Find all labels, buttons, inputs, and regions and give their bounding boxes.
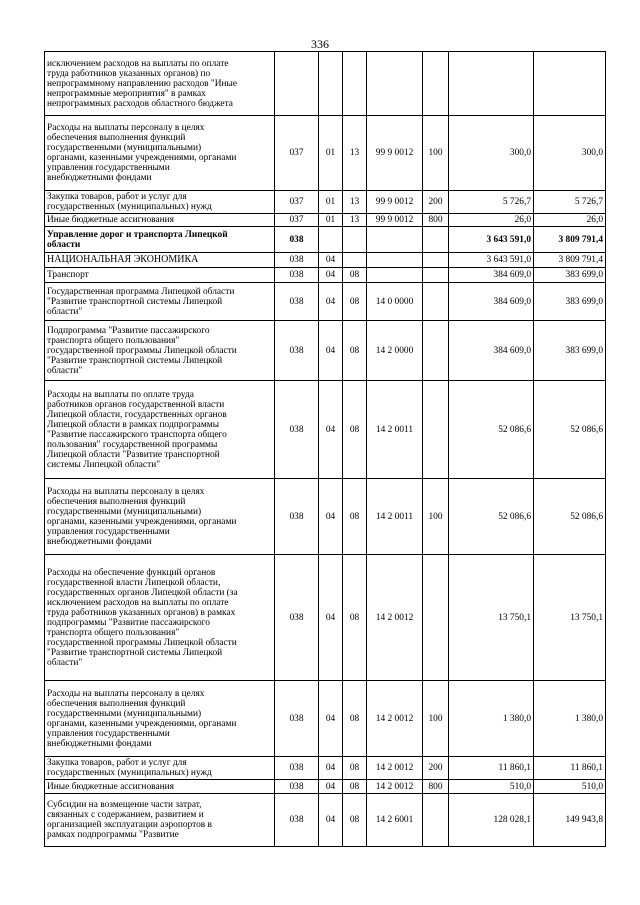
row-name-line: связанных с содержанием, развитием и (47, 810, 204, 820)
row-name-line: труда работников указанных органов) по (47, 68, 211, 79)
row-name-cell (45, 191, 275, 214)
target-article-cell: 99 9 0012 (367, 191, 423, 214)
expense-type-cell (423, 52, 449, 116)
subsection-code-cell: 13 (343, 214, 367, 227)
section-code-cell: 01 (319, 191, 343, 214)
subsection-code-cell: 08 (343, 283, 367, 321)
subsection-code-cell: 08 (343, 681, 367, 757)
expense-type-cell: 100 (423, 116, 449, 191)
row-name-line: организацией эксплуатации аэропортов в (47, 820, 212, 830)
row-name-line: государственными (муниципальными) (47, 506, 202, 517)
section-code-cell: 04 (319, 268, 343, 283)
row-name-cell (45, 321, 275, 381)
amount-year-2-cell: 383 699,0 (534, 321, 606, 381)
row-name-line: Липецкой области, государственных органов (47, 409, 227, 420)
row-name-line: управления государственными (47, 728, 170, 739)
ministry-code-cell: 037 (275, 214, 319, 227)
row-name-line: Государственная программа Липецкой области (47, 286, 235, 297)
amount-year-2-cell: 510,0 (534, 780, 606, 794)
subsection-code-cell: 13 (343, 116, 367, 191)
row-name-line: транспорта общего пользования" (47, 335, 180, 346)
subsection-code-cell: 08 (343, 479, 367, 555)
ministry-code-cell: 038 (275, 381, 319, 479)
row-name-line: системы Липецкой области" (47, 459, 161, 470)
target-article-cell (367, 227, 423, 253)
amount-year-1-cell: 5 726,7 (449, 191, 534, 214)
row-name-line: пользования" государственной программы (47, 439, 218, 450)
amount-year-2-cell: 26,0 (534, 214, 606, 227)
ministry-code-cell: 038 (275, 253, 319, 268)
row-name-line: "Развитие транспортной системы Липецкой (47, 296, 223, 307)
expense-type-cell (423, 283, 449, 321)
target-article-cell: 14 2 0012 (367, 681, 423, 757)
row-name-line: области" (47, 365, 83, 376)
row-name-line: обеспечения выполнения функций (47, 698, 186, 709)
ministry-code-cell: 038 (275, 794, 319, 847)
row-name-line: Транспорт (47, 270, 89, 280)
section-code-cell: 04 (319, 381, 343, 479)
amount-year-1-cell: 11 860,1 (449, 757, 534, 780)
table-row (45, 780, 606, 794)
target-article-cell: 14 2 0012 (367, 757, 423, 780)
ministry-code-cell: 037 (275, 191, 319, 214)
target-article-cell: 14 2 0011 (367, 479, 423, 555)
amount-year-1-cell (449, 52, 534, 116)
row-name-cell (45, 227, 275, 253)
table-row (45, 555, 606, 681)
ministry-code-cell: 038 (275, 479, 319, 555)
row-name-line: исключением расходов на выплаты по оплате (47, 58, 229, 69)
section-code-cell: 04 (319, 479, 343, 555)
expense-type-cell: 100 (423, 479, 449, 555)
amount-year-1-cell: 510,0 (449, 780, 534, 794)
ministry-code-cell (275, 52, 319, 116)
row-name-line: области" (47, 306, 83, 317)
expense-type-cell (423, 555, 449, 681)
page-number: 336 (311, 37, 329, 51)
section-code-cell: 04 (319, 555, 343, 681)
expense-type-cell: 800 (423, 780, 449, 794)
expense-type-cell (423, 227, 449, 253)
ministry-code-cell: 038 (275, 283, 319, 321)
row-name-line: труда работников указанных органов) в рамках (47, 607, 236, 618)
amount-year-1-cell: 128 028,1 (449, 794, 534, 847)
ministry-code-cell: 038 (275, 227, 319, 253)
section-code-cell: 04 (319, 321, 343, 381)
ministry-code-cell: 038 (275, 780, 319, 794)
row-name-cell (45, 253, 275, 268)
table-row (45, 116, 606, 191)
row-name-cell (45, 214, 275, 227)
amount-year-2-cell: 3 809 791,4 (534, 253, 606, 268)
section-code-cell: 04 (319, 757, 343, 780)
table-row (45, 268, 606, 283)
row-name-line: органами, казенными учреждениями, органами (47, 516, 237, 527)
row-name-line: Иные бюджетные ассигнования (47, 781, 174, 792)
row-name-line: Расходы на выплаты по оплате труда (47, 389, 194, 400)
row-name-line: Липецкой области "Развитие транспортной (47, 449, 220, 460)
row-name-line: Субсидии на возмещение части затрат, (47, 800, 202, 810)
section-code-cell: 01 (319, 116, 343, 191)
amount-year-2-cell: 52 086,6 (534, 479, 606, 555)
table-row (45, 227, 606, 253)
ministry-code-cell: 037 (275, 116, 319, 191)
row-name-line: Иные бюджетные ассигнования (47, 215, 174, 225)
target-article-cell: 99 9 0012 (367, 116, 423, 191)
table-row (45, 283, 606, 321)
target-article-cell: 14 2 0000 (367, 321, 423, 381)
amount-year-2-cell: 5 726,7 (534, 191, 606, 214)
row-name-line: Расходы на обеспечение функций органов (47, 567, 216, 578)
row-name-line: органами, казенными учреждениями, органами (47, 718, 237, 729)
row-name-line: рамках подпрограммы "Развитие (47, 830, 179, 840)
amount-year-2-cell: 52 086,6 (534, 381, 606, 479)
subsection-code-cell (343, 52, 367, 116)
row-name-line: управления государственными (47, 526, 170, 537)
row-name-line: органами, казенными учреждениями, органами (47, 153, 237, 163)
section-code-cell: 04 (319, 283, 343, 321)
table-row (45, 479, 606, 555)
row-name-line: государственных (муниципальных) нужд (47, 768, 212, 778)
target-article-cell: 14 0 0000 (367, 283, 423, 321)
amount-year-1-cell: 1 380,0 (449, 681, 534, 757)
ministry-code-cell: 038 (275, 555, 319, 681)
row-name-line: Липецкой области в рамках подпрограммы (47, 419, 219, 430)
expense-type-cell (423, 794, 449, 847)
ministry-code-cell: 038 (275, 681, 319, 757)
target-article-cell: 14 2 6001 (367, 794, 423, 847)
ministry-code-cell: 038 (275, 268, 319, 283)
expense-type-cell: 800 (423, 214, 449, 227)
row-name-cell (45, 116, 275, 191)
section-code-cell: 04 (319, 794, 343, 847)
amount-year-1-cell: 3 643 591,0 (449, 253, 534, 268)
row-name-line: области" (47, 657, 83, 668)
row-name-cell (45, 381, 275, 479)
row-name-line: области (47, 239, 81, 250)
row-name-cell (45, 780, 275, 794)
row-name-line: Закупка товаров, работ и услуг для (47, 192, 187, 202)
row-name-line: государственной программы Липецкой области (47, 637, 237, 648)
amount-year-2-cell: 13 750,1 (534, 555, 606, 681)
row-name-cell (45, 757, 275, 780)
amount-year-2-cell: 383 699,0 (534, 283, 606, 321)
expense-type-cell (423, 253, 449, 268)
subsection-code-cell: 08 (343, 268, 367, 283)
row-name-line: Закупка товаров, работ и услуг для (47, 758, 187, 768)
section-code-cell (319, 227, 343, 253)
table-row (45, 321, 606, 381)
row-name-line: государственными (муниципальными) (47, 143, 202, 153)
table-row (45, 381, 606, 479)
amount-year-1-cell: 384 609,0 (449, 283, 534, 321)
row-name-line: государственными (муниципальными) (47, 708, 202, 719)
budget-table-body (45, 52, 606, 847)
amount-year-2-cell: 1 380,0 (534, 681, 606, 757)
table-row (45, 52, 606, 116)
expense-type-cell: 200 (423, 191, 449, 214)
row-name-cell (45, 479, 275, 555)
row-name-line: транспорта общего пользования" (47, 627, 180, 638)
subsection-code-cell (343, 253, 367, 268)
amount-year-2-cell: 300,0 (534, 116, 606, 191)
row-name-line: "Развитие транспортной системы Липецкой (47, 647, 223, 658)
expense-type-cell: 200 (423, 757, 449, 780)
table-row (45, 253, 606, 268)
row-name-line: Расходы на выплаты персоналу в целях (47, 123, 205, 133)
row-name-line: исключением расходов на выплаты по оплате (47, 597, 229, 608)
section-code-cell: 04 (319, 253, 343, 268)
amount-year-1-cell: 384 609,0 (449, 268, 534, 283)
table-row (45, 794, 606, 847)
subsection-code-cell: 13 (343, 191, 367, 214)
row-name-line: государственных (муниципальных) нужд (47, 202, 212, 212)
row-name-line: подпрограммы "Развитие пассажирского (47, 617, 210, 628)
row-name-line: внебюджетными фондами (47, 738, 152, 749)
row-name-line: государственной власти Липецкой области, (47, 577, 221, 588)
row-name-cell (45, 794, 275, 847)
section-code-cell: 04 (319, 681, 343, 757)
amount-year-1-cell: 3 643 591,0 (449, 227, 534, 253)
target-article-cell: 14 2 0012 (367, 555, 423, 681)
subsection-code-cell: 08 (343, 780, 367, 794)
row-name-line: "Развитие пассажирского транспорта общего (47, 429, 227, 440)
row-name-line: НАЦИОНАЛЬНАЯ ЭКОНОМИКА (47, 254, 199, 265)
row-name-line: государственной программы Липецкой области (47, 345, 237, 356)
row-name-line: непрограммных расходов областного бюджета (47, 98, 233, 109)
target-article-cell: 99 9 0012 (367, 214, 423, 227)
subsection-code-cell: 08 (343, 381, 367, 479)
row-name-line: Подпрограмма "Развитие пассажирского (47, 325, 210, 336)
target-article-cell (367, 268, 423, 283)
table-row (45, 681, 606, 757)
amount-year-1-cell: 13 750,1 (449, 555, 534, 681)
row-name-line: государственных органов Липецкой области (за (47, 587, 238, 598)
row-name-cell (45, 555, 275, 681)
row-name-line: Управление дорог и транспорта Липецкой (47, 229, 228, 240)
row-name-cell (45, 283, 275, 321)
section-code-cell: 04 (319, 780, 343, 794)
subsection-code-cell: 08 (343, 794, 367, 847)
amount-year-1-cell: 384 609,0 (449, 321, 534, 381)
table-row (45, 214, 606, 227)
expense-type-cell: 100 (423, 681, 449, 757)
amount-year-1-cell: 52 086,6 (449, 479, 534, 555)
row-name-cell (45, 268, 275, 283)
subsection-code-cell: 08 (343, 321, 367, 381)
row-name-line: непрограммному направлению расходов "Иные (47, 78, 237, 89)
row-name-line: "Развитие транспортной системы Липецкой (47, 355, 223, 366)
row-name-line: обеспечения выполнения функций (47, 496, 186, 507)
expense-type-cell (423, 268, 449, 283)
subsection-code-cell: 08 (343, 757, 367, 780)
ministry-code-cell: 038 (275, 757, 319, 780)
amount-year-2-cell: 11 860,1 (534, 757, 606, 780)
section-code-cell: 01 (319, 214, 343, 227)
expense-type-cell (423, 321, 449, 381)
target-article-cell (367, 52, 423, 116)
amount-year-1-cell: 26,0 (449, 214, 534, 227)
target-article-cell: 14 2 0011 (367, 381, 423, 479)
section-code-cell (319, 52, 343, 116)
row-name-line: Расходы на выплаты персоналу в целях (47, 688, 205, 699)
budget-table (44, 51, 606, 847)
row-name-line: внебюджетными фондами (47, 536, 152, 547)
row-name-line: внебюджетными фондами (47, 173, 152, 183)
amount-year-1-cell: 52 086,6 (449, 381, 534, 479)
amount-year-2-cell: 3 809 791,4 (534, 227, 606, 253)
amount-year-1-cell: 300,0 (449, 116, 534, 191)
ministry-code-cell: 038 (275, 321, 319, 381)
subsection-code-cell (343, 227, 367, 253)
target-article-cell (367, 253, 423, 268)
row-name-line: непрограммные мероприятия" в рамках (47, 88, 206, 99)
row-name-line: управления государственными (47, 163, 170, 173)
table-row (45, 191, 606, 214)
table-row (45, 757, 606, 780)
row-name-line: работников органов государственной власти (47, 399, 225, 410)
row-name-line: обеспечения выполнения функций (47, 133, 186, 143)
row-name-cell (45, 681, 275, 757)
amount-year-2-cell (534, 52, 606, 116)
amount-year-2-cell: 383 699,0 (534, 268, 606, 283)
amount-year-2-cell: 149 943,8 (534, 794, 606, 847)
row-name-cell (45, 52, 275, 116)
row-name-line: Расходы на выплаты персоналу в целях (47, 486, 205, 497)
target-article-cell: 14 2 0012 (367, 780, 423, 794)
expense-type-cell (423, 381, 449, 479)
subsection-code-cell: 08 (343, 555, 367, 681)
